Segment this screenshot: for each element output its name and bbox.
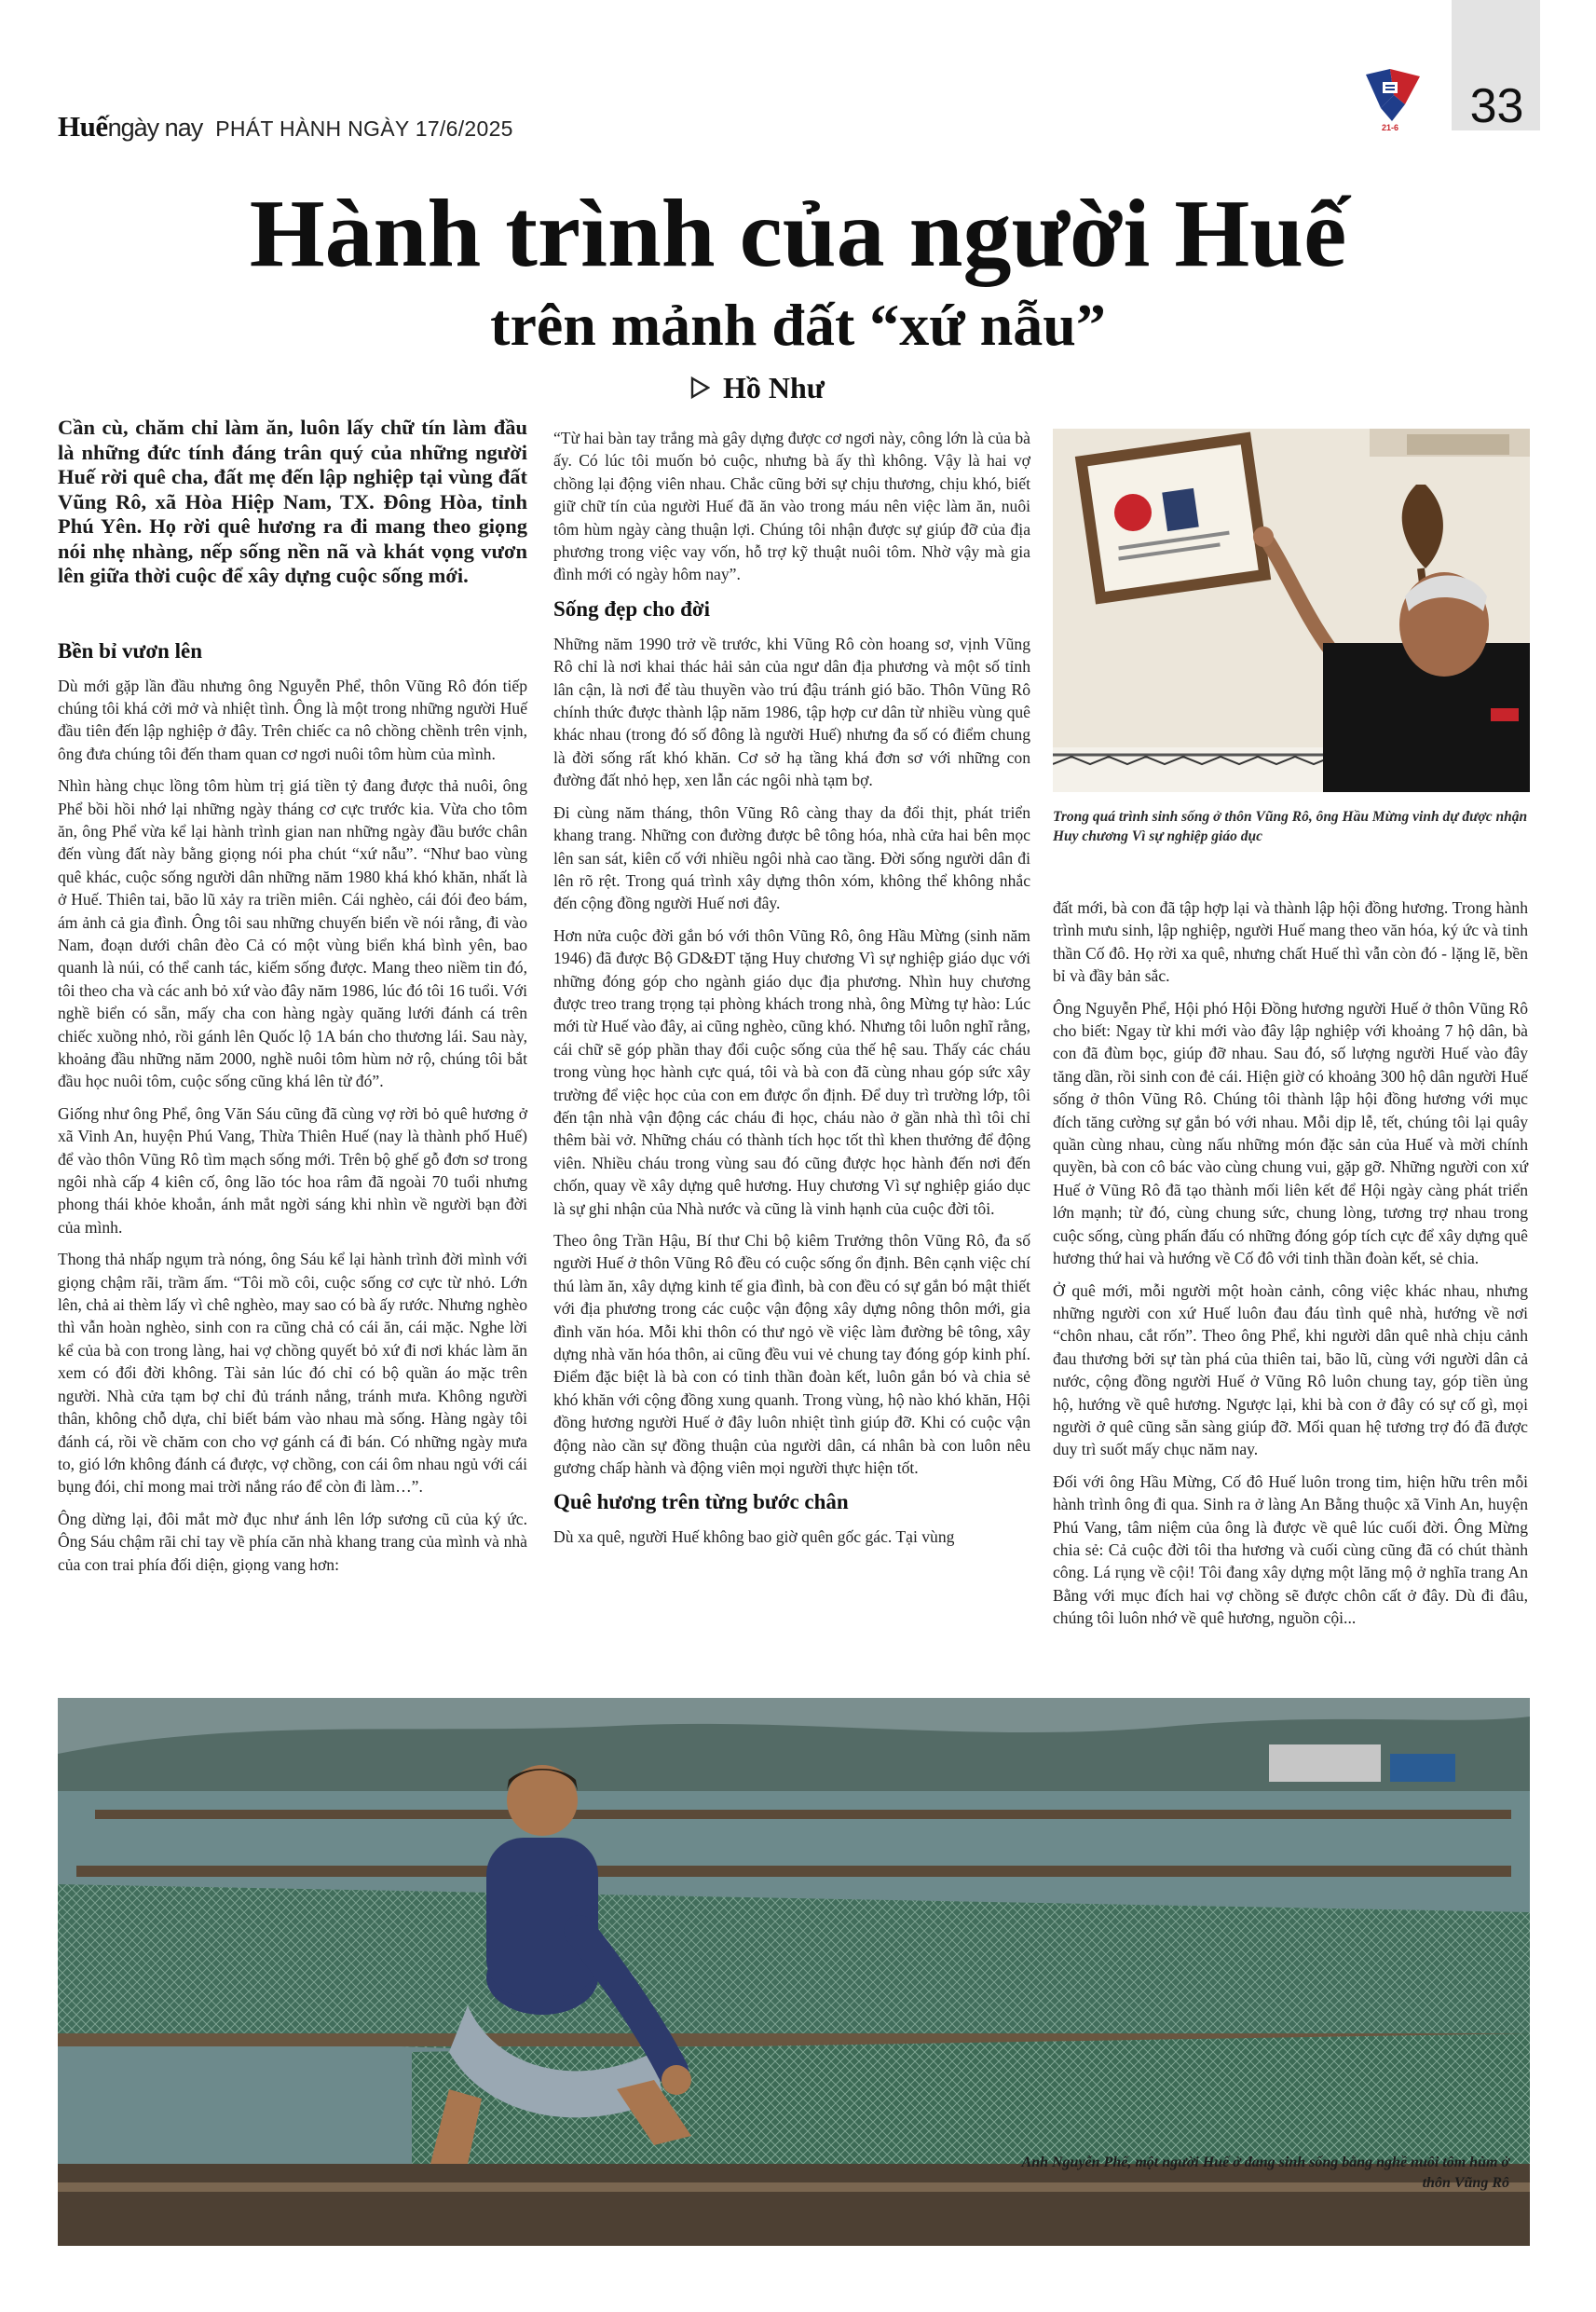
article-subtitle: trên mảnh đất “xứ nẫu” xyxy=(490,292,1106,358)
paragraph: Theo ông Trần Hậu, Bí thư Chi bộ kiêm Trưởng thôn Vũng Rô, đa số người Huế ở thôn Vũng Rô đều có cuộc sống ổn định. Bên cạnh việc chí thú làm ăn, xây dựng kinh tế gia đình, bà con đều có sự gắn bó mật thiết với địa phương trong các cuộc vận động xây dựng nông thôn mới, gia đình văn hóa. Mỗi khi thôn có thư ngỏ về việc làm đường bê tông, xây dựng nhà văn hóa thôn, ai cũng đều vui vẻ chung tay đóng góp kinh phí. Điểm đặc biệt là bà con có tinh thần đoàn kết, luôn gắn bó và chia sẻ khó khăn với cộng đồng xung quanh. Trong vùng, hộ nào khó khăn, Hội đồng hương người Huế ở đây luôn nhiệt tình giúp đỡ. Khi có cuộc vận động nào cần sự đồng thuận của người dân, cá nhân bà con luôn nêu gương chấp hành và động viên mọi người thực hiện tốt. xyxy=(553,1231,1030,1478)
paragraph: Thong thả nhấp ngụm trà nóng, ông Sáu kể lại hành trình đời mình với giọng chậm rãi, trầm ấm. “Tôi mồ côi, cuộc sống cơ cực từ nhỏ. Lớn lên, chả ai thèm lấy vì chê nghèo, may sao có bà ấy rước. Nhưng nghèo thì vẫn hoàn nghèo, sinh con ra cũng chả có cái ăn, cái mặc. Nghe lời kể của bà con trong làng, hai vợ chồng quyết bỏ xứ đi nơi khác làm ăn xem có đổi đời không. Tài sản lúc đó chỉ có bộ quần áo mặc trên người. Nhà cửa tạm bợ chỉ đủ tránh nắng, tránh mưa. Không người thân, không chỗ dựa, chỉ biết bám vào nhau mà sống. Hàng ngày tôi đánh cá, rồi về chăm con cho vợ gánh cá đi bán. Có những ngày mưa to, gió lớn không đánh cá được, vợ chồng, con cái ôm nhau ngủ với cái bụng đói, chỉ mong mai trời nắng ráo để còn đi làm…”. xyxy=(58,1250,527,1497)
svg-text:21-6: 21-6 xyxy=(1381,123,1399,132)
column-2 xyxy=(553,427,1030,1558)
paragraph: Ở quê mới, mỗi người một hoàn cảnh, công việc khác nhau, nhưng những người con xứ Huế luôn đau đáu tình quê nhà, hướng về nơi “chôn nhau, cắt rốn”. Theo ông Phể, khi người dân quê nhà chịu cảnh đau thương bởi sự tàn phá của thiên tai, bão lũ, cùng với người dân cả nước, cộng đồng người Huế ở Vũng Rô luôn chung tay, góp tiền ủng hộ, hướng về quê hương. Ngược lại, khi bà con ở đây có sự cố gì, mọi người ở quê cũng sẵn sàng giúp đỡ. Mối quan hệ tương trợ đó đã được duy trì suốt mấy chục năm nay. xyxy=(1053,1280,1528,1459)
paragraph: Những năm 1990 trở về trước, khi Vũng Rô còn hoang sơ, vịnh Vũng Rô chỉ là nơi khai thác hải sản của ngư dân địa phương và một số tỉnh lân cận, là nơi để tàu thuyền vào trú đậu tránh gió bão. Thôn Vũng Rô chính thức được thành lập năm 1986, tập hợp cư dân từ nhiều vùng quê khác nhau (trong đó số đông là người Huế) nhưng đa số có điểm chung là đời sống rất khó khăn. Cơ sở hạ tầng khá đơn sơ với những con đường đất nhỏ hẹp, xen lẫn các ngôi nhà tạm bợ. xyxy=(553,634,1030,790)
paragraph: Ông Nguyễn Phể, Hội phó Hội Đồng hương người Huế ở thôn Vũng Rô cho biết: Ngay từ khi mới vào đây lập nghiệp với khoảng 7 hộ dân, bà con đã đùm bọc, giúp đỡ nhau. Sau đó, số lượng người Huế vào đây tăng dần, rồi sinh con đẻ cái. Hiện giờ có khoảng 300 hộ dân người Huế sống ở thôn Vũng Rô. Chúng tôi thành lập hội đồng hương với mục đích tăng cường sự gắn bó với nhau. Mỗi dịp lễ, tết, chúng tôi lại quây quần cùng nhau, cùng nấu những món đặc sản của Huế và mời chính quyền, bà con cô bác vào cùng chung vui, gặp gỡ. Những người con xứ Huế ở Vũng Rô đã tạo thành mối liên kết để Hội ngày càng phát triển lớn mạnh; từ đó, cùng chung sức, chung lòng, tương trợ nhau trong cuộc sống, cùng phấn đấu có những đóng góp tích cực để xây dựng quê hương thứ hai và hướng về Cố đô với tinh thần đoàn kết, sẻ chia. xyxy=(1053,998,1528,1268)
paragraph: Hơn nửa cuộc đời gắn bó với thôn Vũng Rô, ông Hầu Mừng (sinh năm 1946) đã được Bộ GD&ĐT tặng Huy chương Vì sự nghiệp giáo dục với những đóng góp cho ngành giáo dục địa phương. Nhìn huy chương được treo trang trọng tại phòng khách trong nhà, ông Mừng tự hào: Lúc mới từ Huế vào đây, ai cũng nghèo, cũng khó. Nhưng tôi luôn nghĩ rằng, cái chữ sẽ góp phần thay đổi cuộc sống của thế hệ sau. Thấy các cháu trong vùng học hành cực quá, tôi và bà con đã cùng nhau góp sức xây trường để việc học của con em được ổn định. Để duy trì trường lớp, tôi đến tận nhà vận động các cháu đi học, cháu nào ở gần nhà thì tôi chỉ thêm bài vở. Những cháu có thành tích học tốt thì khen thưởng để động viên. Nhiều cháu trong vùng sau đó cũng được học hành đến nơi đến chốn, quay về xây dựng quê hương. Huy chương Vì sự nghiệp giáo dục là sự ghi nhận của Nhà nước và cũng là vinh hạnh của cuộc đời tôi. xyxy=(553,925,1030,1218)
paragraph: Dù mới gặp lần đầu nhưng ông Nguyễn Phể, thôn Vũng Rô đón tiếp chúng tôi khá cởi mở và nhiệt tình. Ông là một trong những người Huế đầu tiên đến lập nghiệp ở đây. Trên chiếc ca nô chồng chềnh trên vịnh, ông đưa chúng tôi đến tham quan cơ ngơi nuôi tôm hùm của mình. xyxy=(58,676,527,763)
photo-medal-illustration xyxy=(1053,429,1530,792)
caption-top-photo: Trong quá trình sinh sống ở thôn Vũng Rô, ông Hầu Mừng vinh dự được nhận Huy chương Vì sự nghiệp giáo dục xyxy=(1053,809,1528,844)
lead-paragraph: Cần cù, chăm chỉ làm ăn, luôn lấy chữ tín làm đầu là những đức tính đáng trân quý của những người Huế rời quê cha, đất mẹ đến lập nghiệp tại vùng đất Vũng Rô, xã Hòa Hiệp Nam, TX. Đông Hòa, tỉnh Phú Yên. Họ rời quê hương ra đi mang theo giọng nói nhẹ nhàng, nếp sống nền nã và khát vọng vươn lên giữa thời cuộc để xây dựng cuộc sống mới. xyxy=(58,416,527,587)
paragraph: Giống như ông Phể, ông Văn Sáu cũng đã cùng vợ rời bỏ quê hương ở xã Vinh An, huyện Phú Vang, Thừa Thiên Huế (nay là thành phố Huế) để vào thôn Vũng Rô tìm mạch sống mới. Trên bộ ghế gỗ đơn sơ trong ngôi nhà cấp 4 kiên cố, ông lão tóc hoa râm đã ngoài 70 tuổi nhưng phong thái khỏe khoắn, ánh mắt ngời sáng khi nhìn về người bạn đời của mình. xyxy=(58,1103,527,1237)
brand-name: Huế xyxy=(58,110,108,143)
page-number: 33 xyxy=(1469,79,1524,133)
article-title: Hành trình của người Huế xyxy=(249,180,1347,287)
paragraph: Đi cùng năm tháng, thôn Vũng Rô càng thay da đổi thịt, phát triển khang trang. Những con đường được bê tông hóa, nhà cửa hai bên mọc lên san sát, kiên cố với nhiều ngôi nhà cao tầng. Đời sống người dân đi lên rõ rệt. Trong quá trình xây dựng thôn xóm, không thể không nhắc đến cộng đồng người Huế nơi đây. xyxy=(553,802,1030,913)
play-triangle-icon xyxy=(689,376,710,399)
author-name: Hồ Như xyxy=(723,370,825,404)
masthead xyxy=(58,110,513,147)
section-heading-ben-bi: Bền bỉ vươn lên xyxy=(58,638,202,663)
caption-bottom-photo: Anh Nguyễn Phể, một người Huế ở đang sinh sống bằng nghề nuôi tôm hùm ở thôn Vũng Rô xyxy=(1021,2155,1509,2191)
press-day-emblem-icon xyxy=(1362,67,1424,132)
section-heading-song-dep: Sống đẹp cho đời xyxy=(553,596,711,621)
paragraph: Nhìn hàng chục lồng tôm hùm trị giá tiền tỷ đang được thả nuôi, ông Phể bồi hồi nhớ lại những ngày tháng cơ cực trước kia. Vừa cho tôm ăn, ông Phể vừa kể lại hành trình gian nan những ngày đầu bước chân đến vùng đất này bằng giọng nói pha chút “xứ nẫu”. “Như bao vùng quê khác, cuộc sống người dân những năm 1980 khá khó khăn, nhất là ở Huế. Thiên tai, bão lũ xảy ra triền miên. Cái nghèo, cái đói đeo bám, ám ảnh cả gia đình. Ông tôi sau những chuyến biển về nói rằng, đi vào Nam, đoạn dưới chân đèo Cả có một vùng biển khá bình yên, bao quanh là núi, có thể canh tác, kiếm sống được. Mang theo niềm tin đó, tôi theo cha và các anh bỏ xứ vào đây năm 1986, lúc đó tôi 16 tuổi. Với nghề biển có sẵn, mấy cha con hàng ngày quăng lưới đánh cá trên chiếc xuồng nhỏ, rồi gánh lên Quốc lộ 1A bán cho thương lái. Sau này, khoảng đầu những năm 2000, nghề nuôi tôm hùm nở rộ, chúng tôi bắt đầu học nuôi tôm, cuộc sống cũng khá lên từ đó”. xyxy=(58,776,527,1091)
column-3 xyxy=(1053,896,1528,1639)
paragraph: “Từ hai bàn tay trắng mà gây dựng được cơ ngơi này, công lớn là của bà ấy. Có lúc tôi muốn bỏ cuộc, nhưng bà ấy thì không. Vậy là hai vợ chồng lại động viên nhau. Chắc cũng bởi sự chịu thương, chịu khó, biết giữ chữ tín của người Huế đã ăn vào trong máu nên việc làm ăn, nuôi tôm hùm ngày càng thuận lợi. Chúng tôi nhận được sự giúp đỡ của địa phương trong việc vay vốn, hỗ trợ kỹ thuật nuôi tôm. Nhờ vậy mà gia đình mới có ngày hôm nay”. xyxy=(553,429,1030,584)
paragraph: đất mới, bà con đã tập hợp lại và thành lập hội đồng hương. Trong hành trình mưu sinh, lập nghiệp, người Huế mang theo văn hóa, ký ức và tinh thần Cố đô. Họ rời xa quê, nhưng chất Huế thì vẫn còn đó - lặng lẽ, bền bỉ và đầy bản sắc. xyxy=(1053,898,1528,986)
paragraph: Ông dừng lại, đôi mắt mờ đục như ánh lên lớp sương cũ của ký ức. Ông Sáu chậm rãi chỉ tay về phía căn nhà khang trang của mình và nhà của con trai phía đối diện, giọng vang hơn: xyxy=(58,1509,527,1574)
paragraph: Dù xa quê, người Huế không bao giờ quên gốc gác. Tại vùng xyxy=(553,1527,955,1547)
byline xyxy=(689,369,825,406)
column-1 xyxy=(58,416,527,1585)
brand-name-suffix: ngày nay xyxy=(107,114,203,142)
paragraph: Đối với ông Hầu Mừng, Cố đô Huế luôn trong tim, hiện hữu trên mỗi hành trình ông đi qua. Sinh ra ở làng An Bằng thuộc xã Vinh An, huyện Phú Vang, tâm niệm của ông là được về quê lúc cuối đời. Ông Mừng chia sẻ: Cả cuộc đời tôi tha hương và cuối cùng cũng đã có chút thành công. Lá rụng về cội! Tôi đang xây dựng một lăng mộ ở nghĩa trang An Bằng với mục đích hai vợ chồng sẽ được chôn cất ở đây. Dù đi đâu, chúng tôi luôn nhớ về quê hương, nguồn cội... xyxy=(1053,1471,1528,1628)
issue-date: PHÁT HÀNH NGÀY 17/6/2025 xyxy=(215,116,513,141)
section-heading-que-huong: Quê hương trên từng bước chân xyxy=(553,1490,849,1514)
photo-medal-on-wall xyxy=(1053,429,1530,792)
